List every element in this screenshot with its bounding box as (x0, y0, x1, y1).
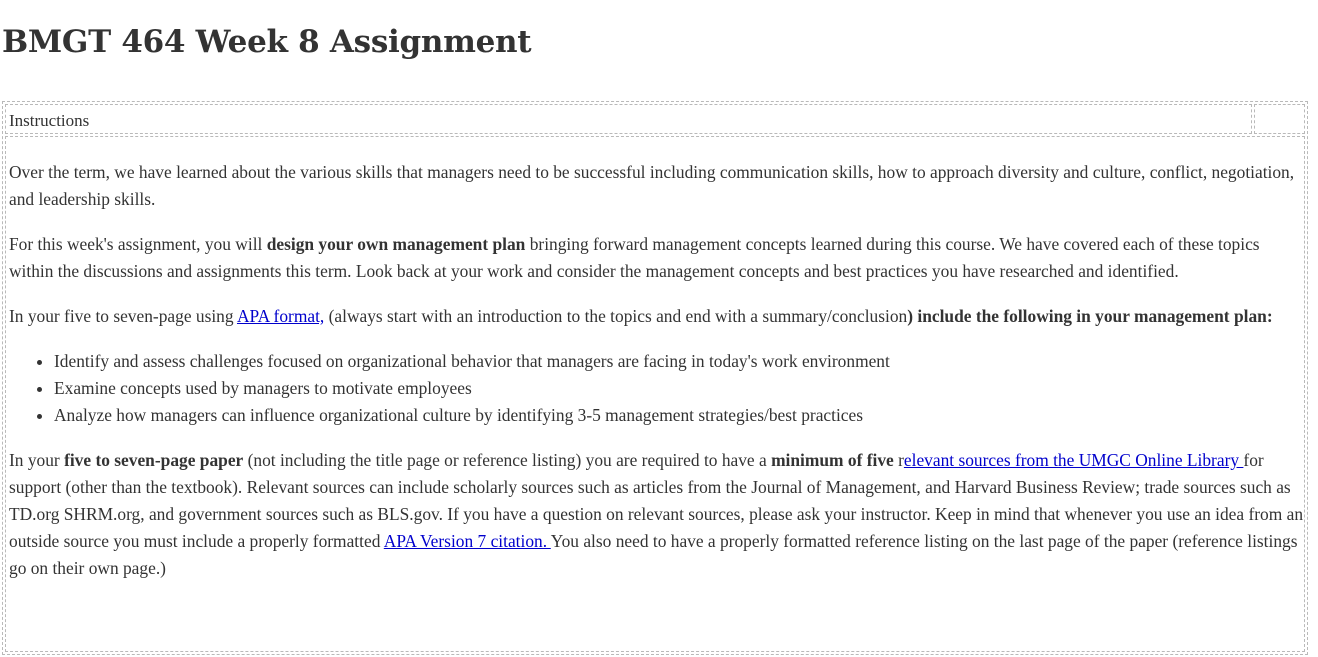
paragraph-assignment-bold: design your own management plan (266, 234, 526, 254)
paragraph-sources-text-3: r (893, 450, 904, 470)
paragraph-format-text-2: (always start with an introduction to the topics and end with a summary/conclusion (324, 306, 908, 326)
requirements-list (9, 348, 1304, 429)
paragraph-assignment-text-1: For this week's assignment, you will (9, 234, 267, 254)
table-header-row (4, 103, 1306, 135)
apa-citation-link[interactable]: APA Version 7 citation. (383, 531, 551, 551)
paragraph-sources-bold-1: five to seven-page paper (64, 450, 244, 470)
paragraph-sources (9, 447, 1304, 582)
instructions-header-cell: Instructions (5, 104, 1252, 134)
paragraph-format (9, 303, 1304, 330)
paragraph-format-text-1: In your five to seven-page using (9, 306, 237, 326)
list-item: • Analyze how managers can influence organizational culture by identifying 3-5 management strategies/best practices (54, 402, 1304, 429)
page-title: BMGT 464 Week 8 Assignment (2, 24, 532, 60)
paragraph-overview: Over the term, we have learned about the various skills that managers need to be successful including communication skills, how to approach diversity and culture, conflict, negotiation, and leadership skills. (9, 162, 1295, 209)
paragraph-format-bold: ) include the following in your management plan: (907, 306, 1273, 326)
paragraph-assignment-text-2: bringing forward management concepts learned during this course. We have covered each of these topics within the discussions and assignments this term. Look back at your work and consider the management concepts and best practices you have researched and identified. (9, 234, 1260, 281)
list-item: • Identify and assess challenges focused on organizational behavior that managers are facing in today's work environment (54, 348, 1304, 375)
paragraph-sources-bold-2: minimum of five (771, 450, 894, 470)
paragraph-sources-text-5: You also need to have a properly formatted reference listing on the last page of the paper (reference listings go on their own page.) (9, 531, 1298, 578)
paragraph-sources-text-1: In your (9, 450, 65, 470)
list-item: • Examine concepts used by managers to motivate employees (54, 375, 1304, 402)
apa-format-link[interactable]: APA format, (236, 306, 325, 326)
instructions-table (2, 101, 1308, 655)
instructions-content (5, 136, 1305, 652)
paragraph-assignment (9, 231, 1304, 285)
header-empty-cell (1254, 104, 1305, 134)
paragraph-sources-text-4: for support (other than the textbook). Relevant sources can include scholarly sources such as articles from the Journal of Management, and Harvard Business Review; trade sources such as TD.org SHRM.org, and government sources such as BLS.gov. If you have a question on relevant sources, please ask your instructor. Keep in mind that whenever you use an idea from an outside source you must include a properly formatted (9, 450, 1304, 551)
paragraph-sources-text-2: (not including the title page or reference listing) you are required to have a (243, 450, 772, 470)
umgc-library-link[interactable]: elevant sources from the UMGC Online Library (903, 450, 1244, 470)
